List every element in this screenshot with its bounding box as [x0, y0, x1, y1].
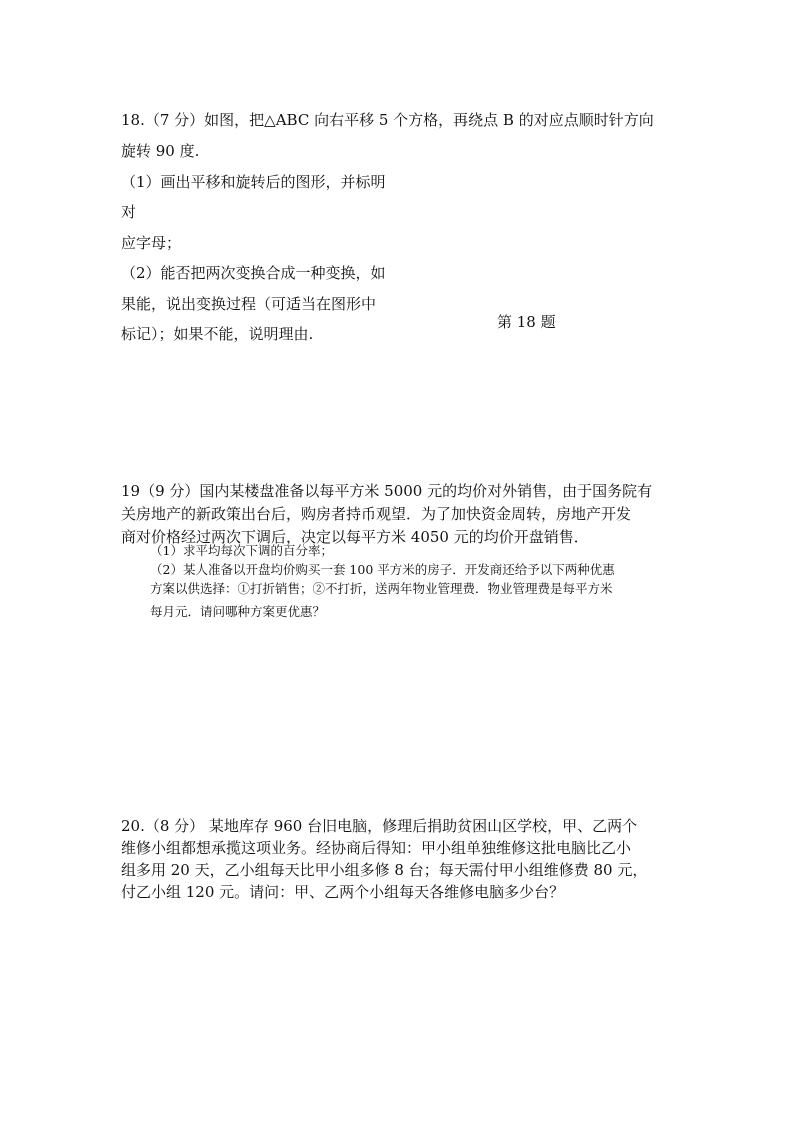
q20-line-4: 付乙小组 120 元。请问：甲、乙两个小组每天各维修电脑多少台？ — [121, 883, 565, 901]
q20-line-2: 维修小组都想承揽这项业务。经协商后得知：甲小组单独维修这批电脑比乙小 — [121, 839, 632, 857]
q18-line-3: （1）画出平移和旋转后的图形，并标明 — [121, 173, 386, 191]
figure-caption: 第 18 题 — [497, 313, 556, 331]
q18-line-4: 对 — [121, 203, 137, 221]
q19-line-1: 19（9 分）国内某楼盘准备以每平方米 5000 元的均价对外销售，由于国务院有 — [121, 482, 653, 500]
q19-sub-line-3: 方案以供选择：①打折销售；②不打折，送两年物业管理费．物业管理费是每平方米 — [150, 581, 613, 596]
q18-line-5: 应字母； — [121, 234, 182, 252]
q19-line-2: 关房地产的新政策出台后，购房者持币观望．为了加快资金周转，房地产开发 — [121, 505, 632, 523]
q19-sub-line-4: 每月元．请问哪种方案更优惠？ — [150, 604, 326, 619]
q18-line-8: 标记）；如果不能，说明理由. — [121, 325, 314, 343]
q20-line-3: 组多用 20 天，乙小组每天比甲小组多修 8 台；每天需付甲小组维修费 80 元， — [121, 861, 648, 879]
q18-line-1: 18.（7 分）如图，把△ABC 向右平移 5 个方格，再绕点 B 的对应点顺时针方向 — [121, 111, 654, 129]
q19-sub-line-1: （1）求平均每次下调的百分率； — [150, 543, 333, 558]
q19-line-3: 商对价格经过两次下调后，决定以每平方米 4050 元的均价开盘销售． — [121, 528, 589, 546]
q18-line-2: 旋转 90 度. — [121, 142, 200, 160]
q20-line-1: 20.（8 分） 某地库存 960 台旧电脑，修理后捐助贫困山区学校，甲、乙两个 — [121, 817, 638, 835]
q18-line-6: （2）能否把两次变换合成一种变换，如 — [121, 264, 386, 282]
q18-line-7: 果能，说出变换过程（可适当在图形中 — [121, 295, 377, 313]
q19-sub-line-2: （2）某人准备以开盘均价购买一套 100 平方米的房子．开发商还给予以下两种优惠 — [150, 562, 615, 577]
